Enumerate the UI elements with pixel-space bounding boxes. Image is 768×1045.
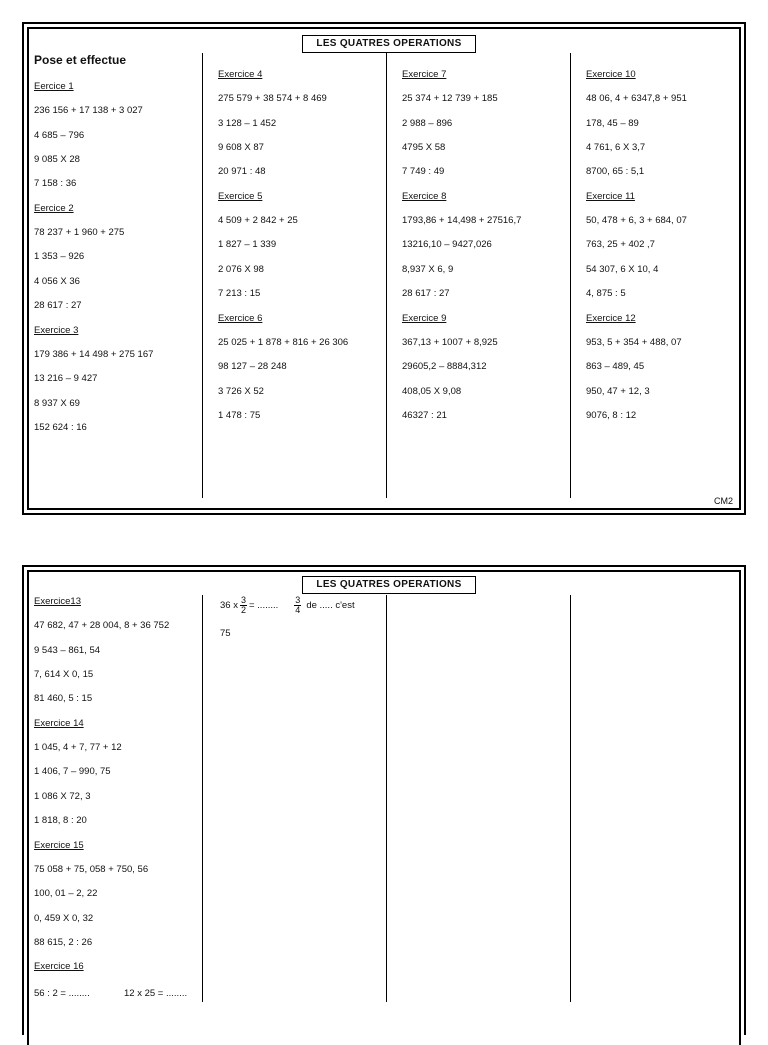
operation: 1793,86 + 14,498 + 27516,7 — [402, 215, 522, 227]
exercise-title: Exercice 14 — [34, 717, 84, 729]
operation: 953, 5 + 354 + 488, 07 — [586, 336, 682, 348]
exercise-title: Exercice 12 — [586, 312, 636, 324]
operation: 9076, 8 : 12 — [586, 409, 637, 421]
exercise-title: Exercice 9 — [402, 312, 447, 324]
operation: 7 213 : 15 — [218, 288, 261, 300]
fraction-line-2: 75 — [220, 628, 231, 639]
operation: 4, 875 : 5 — [586, 288, 626, 300]
column-divider — [202, 595, 203, 1002]
operation: 75 058 + 75, 058 + 750, 56 — [34, 863, 149, 875]
exercise-title: Exercice 6 — [218, 312, 263, 324]
operation: 950, 47 + 12, 3 — [586, 385, 650, 397]
operation: 408,05 X 9,08 — [402, 385, 462, 397]
fraction — [240, 596, 247, 615]
operation: 3 128 – 1 452 — [218, 117, 277, 129]
operation: 50, 478 + 6, 3 + 684, 07 — [586, 215, 687, 227]
level-label: CM2 — [713, 496, 733, 506]
operation: 88 615, 2 : 26 — [34, 936, 93, 948]
operation: 178, 45 – 89 — [586, 117, 639, 129]
denominator: 2 — [240, 605, 246, 615]
operation: 4 509 + 2 842 + 25 — [218, 215, 298, 227]
column-divider — [570, 53, 571, 498]
operation: 236 156 + 17 138 + 3 027 — [34, 105, 143, 117]
operation: 8,937 X 6, 9 — [402, 263, 454, 275]
exercise-title: Exercice 8 — [402, 190, 447, 202]
column-divider — [386, 595, 387, 1002]
operation: 13 216 – 9 427 — [34, 373, 98, 385]
operation: 20 971 : 48 — [218, 166, 266, 178]
operation: 3 726 X 52 — [218, 385, 264, 397]
operation: 4795 X 58 — [402, 142, 446, 154]
fraction-exercise — [220, 596, 355, 615]
operation: 7 158 : 36 — [34, 178, 77, 190]
operation: 12 x 25 = ........ — [124, 988, 188, 999]
operation: 4 761, 6 X 3,7 — [586, 142, 646, 154]
exercise-title: Exercice 5 — [218, 190, 263, 202]
worksheet-2 — [22, 565, 746, 1035]
operation: 7 749 : 49 — [402, 166, 445, 178]
worksheet-1-title: LES QUATRES OPERATIONS — [302, 35, 476, 53]
operation: 25 025 + 1 878 + 816 + 26 306 — [218, 336, 349, 348]
operation: 28 617 : 27 — [34, 300, 82, 312]
exercise-title: Eercice 2 — [34, 202, 74, 214]
worksheet-1-inner-border — [27, 27, 741, 510]
exercise-title: Exercice 10 — [586, 69, 636, 80]
operation: 56 : 2 = ........ — [34, 988, 90, 999]
operation: 7, 614 X 0, 15 — [34, 669, 94, 681]
operation: 275 579 + 38 574 + 8 469 — [218, 93, 327, 105]
worksheet-2-inner-border — [27, 570, 741, 1045]
operation: 2 076 X 98 — [218, 263, 264, 275]
numerator: 3 — [240, 595, 246, 605]
operation: 152 624 : 16 — [34, 421, 87, 433]
operation: 4 685 – 796 — [34, 129, 85, 141]
operation: 81 460, 5 : 15 — [34, 693, 93, 705]
operation: 367,13 + 1007 + 8,925 — [402, 336, 498, 348]
exercise-title: Exercice 11 — [586, 190, 635, 202]
exercise-title: Exercice 3 — [34, 324, 79, 336]
operation: 763, 25 + 402 ,7 — [586, 239, 655, 251]
fraction — [294, 596, 301, 615]
operation: 863 – 489, 45 — [586, 361, 645, 373]
operation: 0, 459 X 0, 32 — [34, 912, 94, 924]
exercise-title: Exercice 15 — [34, 839, 84, 851]
operation: 28 617 : 27 — [402, 288, 450, 300]
operation: 98 127 – 28 248 — [218, 361, 287, 373]
operation: 1 045, 4 + 7, 77 + 12 — [34, 742, 122, 754]
numerator: 3 — [295, 595, 301, 605]
worksheet-1 — [22, 22, 746, 515]
operation: 48 06, 4 + 6347,8 + 951 — [586, 93, 687, 105]
operation: 1 827 – 1 339 — [218, 239, 277, 251]
exercise-title: Exercice13 — [34, 596, 81, 607]
instruction-heading: Pose et effectue — [34, 53, 127, 67]
operation: 1 818, 8 : 20 — [34, 815, 87, 827]
worksheet-2-title: LES QUATRES OPERATIONS — [302, 576, 476, 594]
operation: 54 307, 6 X 10, 4 — [586, 263, 659, 275]
column-divider — [570, 595, 571, 1002]
operation: 1 478 : 75 — [218, 409, 261, 421]
exercise-title: Eercice 1 — [34, 81, 74, 92]
operation: 1 353 – 926 — [34, 251, 85, 263]
operation: 2 988 – 896 — [402, 117, 453, 129]
operation: 179 386 + 14 498 + 275 167 — [34, 348, 154, 360]
fraction-line-suffix: de ..... c'est — [306, 600, 355, 611]
denominator: 4 — [295, 605, 301, 615]
operation: 1 086 X 72, 3 — [34, 790, 91, 802]
fraction-line-prefix: 36 x — [220, 600, 238, 611]
operation: 78 237 + 1 960 + 275 — [34, 227, 125, 239]
column-divider — [386, 53, 387, 498]
exercise-title: Exercice 4 — [218, 69, 263, 80]
operation: 9 543 – 861, 54 — [34, 644, 101, 656]
operation: 1 406, 7 – 990, 75 — [34, 766, 111, 778]
operation: 29605,2 – 8884,312 — [402, 361, 487, 373]
exercise-title: Exercice 16 — [34, 961, 84, 973]
operation: 4 056 X 36 — [34, 275, 80, 287]
operation: 9 085 X 28 — [34, 154, 80, 166]
operation: 47 682, 47 + 28 004, 8 + 36 752 — [34, 620, 170, 632]
operation: 8700, 65 : 5,1 — [586, 166, 645, 178]
operation: 25 374 + 12 739 + 185 — [402, 93, 498, 105]
operation: 13216,10 – 9427,026 — [402, 239, 492, 251]
blank: = ........ — [248, 600, 279, 611]
operation: 46327 : 21 — [402, 409, 447, 421]
operation: 8 937 X 69 — [34, 397, 80, 409]
exercise-title: Exercice 7 — [402, 69, 447, 80]
operation: 100, 01 – 2, 22 — [34, 888, 98, 900]
operation: 9 608 X 87 — [218, 142, 264, 154]
column-divider — [202, 53, 203, 498]
